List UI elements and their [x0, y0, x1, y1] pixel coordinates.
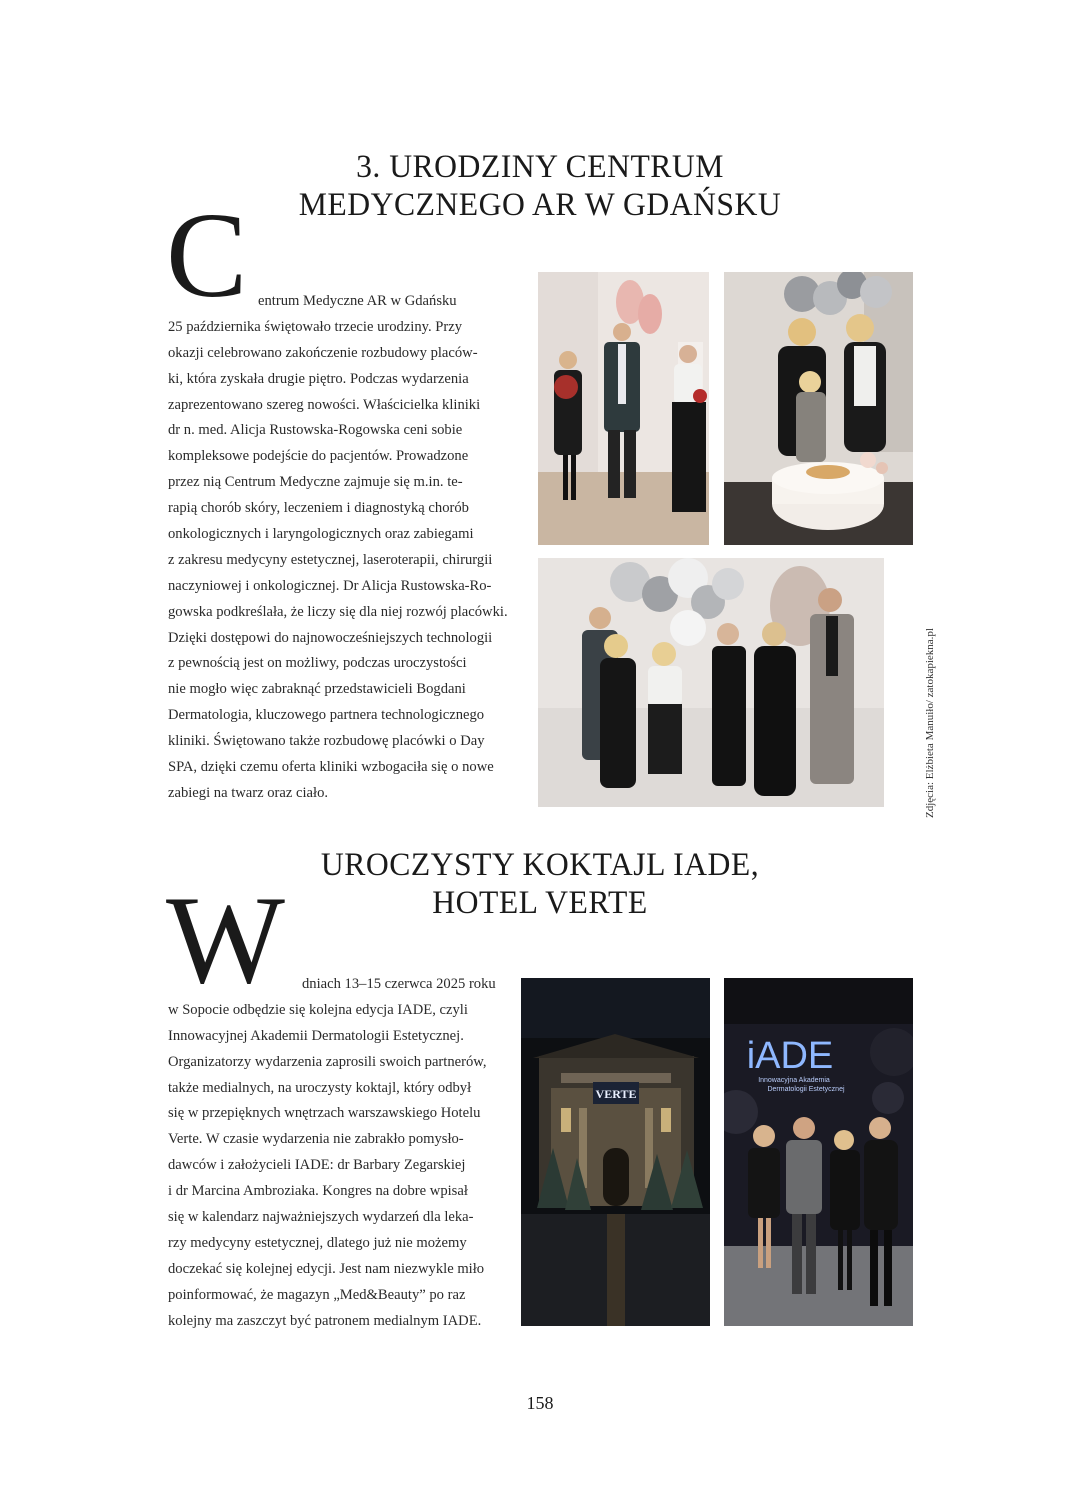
article1-line-2: 25 października świętowało trzecie urodziny. Przy [168, 318, 463, 335]
page-number: 158 [526, 1393, 554, 1413]
photo-iade-group [724, 978, 913, 1326]
article2-line-14: kolejny ma zaszczyt być patronem medialnym IADE. [168, 1312, 482, 1329]
article2-line-13: poinformować, że magazyn „Med&Beauty” po raz [168, 1286, 466, 1303]
article1-line-7: kompleksowe podejście do pacjentów. Prowadzone [168, 448, 469, 465]
iade-banner-subtitle-1: Innowacyjna Akademia [758, 1077, 830, 1084]
article2-line-10: się w kalendarz najważniejszych wydarzeń dla leka- [168, 1209, 474, 1226]
article1-line-15: z pewnością jest on możliwy, podczas uroczystości [168, 655, 467, 672]
article2-line-1: dniach 13–15 czerwca 2025 roku [302, 976, 496, 992]
article1-line-20: zabiegi na twarz oraz ciało. [168, 784, 329, 801]
photo-hotel-verte [521, 978, 710, 1326]
article1-line-4: ki, która zyskała drugie piętro. Podczas wydarzenia [168, 370, 469, 387]
iade-banner-subtitle-2: Dermatologii Estetycznej [767, 1086, 845, 1093]
article2-line-4: Organizatorzy wydarzenia zaprosili swoich partnerów, [168, 1053, 487, 1070]
iade-logo-text: iADE [746, 1035, 834, 1077]
article1-line-8: przez nią Centrum Medyczne zajmuje się m.in. te- [168, 474, 463, 491]
article1-line-19: SPA, dzięki czemu oferta kliniki wzbogaciła się o nowe [168, 759, 494, 776]
article1-line-17: Dermatologia, kluczowego partnera technologicznego [168, 707, 485, 724]
article1-line-1: entrum Medyczne AR w Gdańsku [258, 293, 457, 309]
article1-line-12: naczyniowej i onkologicznej. Dr Alicja Rustowska-Ro- [168, 577, 492, 594]
article2-line-5: także medialnych, na uroczysty koktajl, który odbył [168, 1079, 472, 1096]
article2-title [266, 846, 813, 922]
article2-line-8: dawców i założycieli IADE: dr Barbary Zegarskiej [168, 1157, 466, 1174]
article1-body [168, 289, 508, 807]
article1-title-line-1: 3. URODZINY CENTRUM [356, 149, 724, 185]
article1-line-18: kliniki. Świętowano także rozbudowę placówki o Day [168, 733, 485, 750]
article2-title-line-2: HOTEL VERTE [432, 885, 648, 921]
article1-line-10: onkologicznych i laryngologicznych oraz zabiegami [168, 526, 474, 543]
article2-line-7: Verte. W czasie wydarzenia nie zabrakło pomysło- [168, 1131, 464, 1148]
article2-line-9: i dr Marcina Ambroziaka. Kongres na dobre wpisał [168, 1183, 468, 1200]
article2-line-2: w Sopocie odbędzie się kolejna edycja IADE, czyli [168, 1001, 468, 1018]
article1-title-line-2: MEDYCZNEGO AR W GDAŃSKU [298, 187, 782, 223]
article1-line-5: zaprezentowano szereg nowości. Właścicielka kliniki [168, 396, 481, 413]
photo-clinic-hosts [538, 272, 709, 545]
article2-title-line-1: UROCZYSTY KOKTAJL IADE, [320, 847, 760, 883]
article1-line-14: Dzięki dostępowi do najnowocześniejszych technologii [168, 629, 493, 646]
article1-line-3: okazji celebrowano zakończenie rozbudowy placów- [168, 344, 478, 361]
photo-credit: Zdjęcia: Elżbieta Manuiło/ zatokapiekna.pl [924, 628, 936, 818]
article1-line-13: gowska podkreślała, że liczy się dla niej rozwój placówki. [168, 603, 508, 620]
photo-birthday-cake [724, 272, 913, 545]
photo-group-balloons [538, 558, 884, 807]
article1-line-9: rapią chorób skóry, leczeniem i diagnostyką chorób [168, 500, 469, 517]
article1-line-16: nie mogło więc zabraknąć przedstawicieli Bogdani [168, 681, 466, 698]
article2-line-12: doczekać się kolejnej edycji. Jest nam niezwykle miło [168, 1260, 485, 1277]
article1-dropcap: C [166, 188, 248, 323]
article2-line-3: Innowacyjnej Akademii Dermatologii Estetycznej. [168, 1027, 464, 1044]
article1-line-11: z zakresu medycyny estetycznej, laseroterapii, chirurgii [168, 551, 493, 568]
article1-title [266, 148, 813, 224]
hotel-sign-text: VERTE [595, 1087, 637, 1101]
article1-line-6: dr n. med. Alicja Rustowska-Rogowska ceni sobie [168, 422, 463, 439]
article2-dropcap: W [166, 871, 285, 1010]
article2-line-6: się w przepięknych wnętrzach warszawskiego Hotelu [168, 1105, 481, 1122]
article2-line-11: rzy medycyny estetycznej, dlatego już nie możemy [168, 1234, 467, 1251]
article2-body [168, 972, 508, 1334]
